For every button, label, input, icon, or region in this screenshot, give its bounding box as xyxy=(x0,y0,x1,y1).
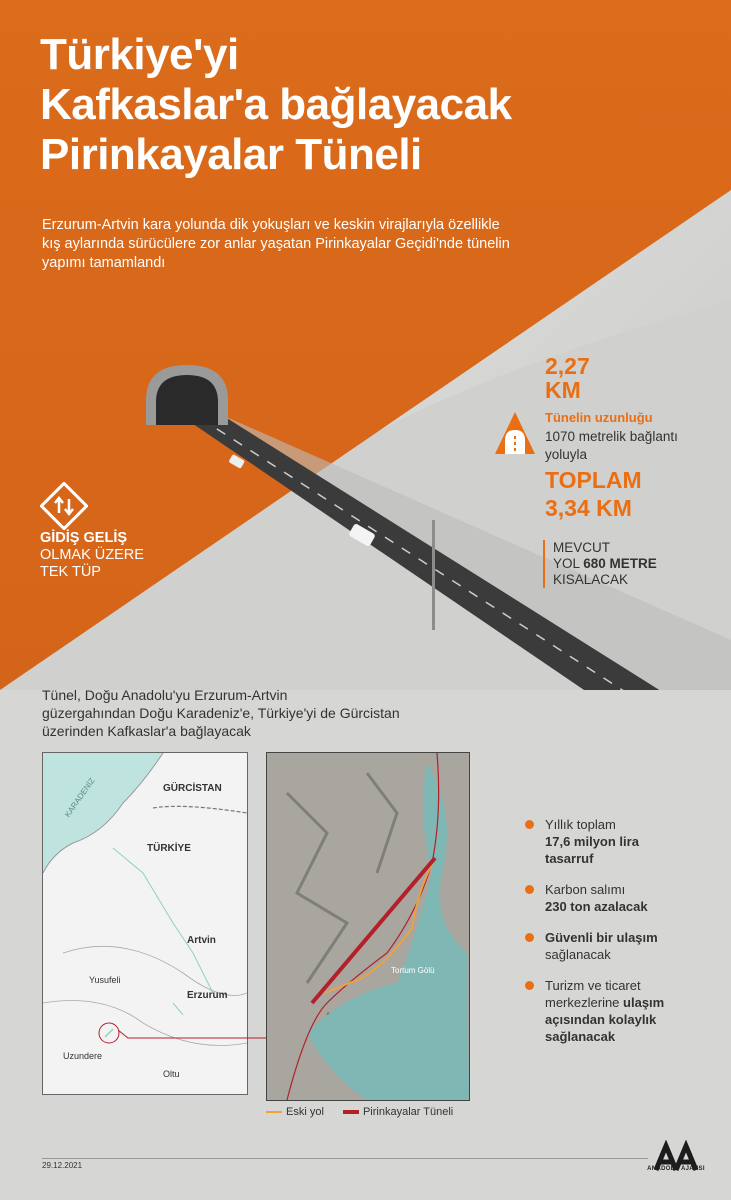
map-label-erzurum: Erzurum xyxy=(187,990,228,1001)
map-label-artvin: Artvin xyxy=(187,935,216,946)
legend-old-road-swatch xyxy=(266,1111,282,1113)
benefit-1-line-3: tasarruf xyxy=(545,851,594,866)
benefit-1-line-2: 17,6 milyon lira xyxy=(545,834,639,849)
total-length xyxy=(545,466,642,522)
direction-line-2: OLMAK ÜZERE xyxy=(40,547,144,563)
map-label-lake: Tortum Gölü xyxy=(391,966,435,975)
connect-line-3: üzerinden Kafkaslar'a bağlayacak xyxy=(42,723,251,739)
title-line-2: Kafkaslar'a bağlayacak xyxy=(40,80,512,129)
benefit-2-line-1: Karbon salımı xyxy=(545,882,626,897)
title-line-3: Pirinkayalar Tüneli xyxy=(40,130,422,179)
map-label-uzundere: Uzundere xyxy=(63,1051,103,1061)
map-legend xyxy=(266,1106,453,1118)
connect-line-2: güzergahından Doğu Karadeniz'e, Türkiye'yi de Gürcistan xyxy=(42,705,400,721)
legend-tunnel: Pirinkayalar Tüneli xyxy=(362,1106,454,1118)
list-item xyxy=(525,881,715,915)
direction-line-3: TEK TÜP xyxy=(40,564,101,580)
benefit-4-line-3: açısından kolaylık xyxy=(545,1012,657,1027)
map-label-yusufeli: Yusufeli xyxy=(89,975,121,985)
connection-description xyxy=(42,686,400,740)
length-desc-line-2: yoluyla xyxy=(545,447,588,462)
agency-name: ANADOLU AJANSI xyxy=(647,1166,705,1172)
satellite-map-graphic xyxy=(267,753,469,1100)
shorten-line-2-bold: 680 METRE xyxy=(583,556,657,571)
benefit-4-line-4: sağlanacak xyxy=(545,1029,616,1044)
map-label-georgia: GÜRCİSTAN xyxy=(163,783,222,794)
legend-old-road: Eski yol xyxy=(286,1106,324,1118)
bullet-dot-icon xyxy=(525,885,534,894)
bullet-dot-icon xyxy=(525,933,534,942)
benefit-2-line-2: 230 ton azalacak xyxy=(545,899,648,914)
subtitle-line-3: yapımı tamamlandı xyxy=(42,255,166,271)
footer-divider xyxy=(42,1158,648,1159)
publish-date: 29.12.2021 xyxy=(42,1161,83,1170)
two-way-arrow-icon xyxy=(40,482,88,530)
map-label-turkey: TÜRKİYE xyxy=(147,843,191,854)
benefit-4-line-1: Turizm ve ticaret xyxy=(545,978,641,993)
map-connector-line xyxy=(118,1020,268,1050)
total-label: TOPLAM xyxy=(545,467,642,493)
tunnel-icon xyxy=(493,410,537,456)
direction-line-1: GİDİŞ GELİŞ xyxy=(40,530,128,546)
benefit-1-line-1: Yıllık toplam xyxy=(545,817,616,832)
subtitle-line-1: Erzurum-Artvin kara yolunda dik yokuşları ve keskin virajlarıyla özellikle xyxy=(42,217,500,233)
bullet-dot-icon xyxy=(525,820,534,829)
tunnel-length-label: Tünelin uzunluğu xyxy=(545,410,653,425)
list-item xyxy=(525,816,715,867)
benefit-4-line-2b: ulaşım xyxy=(623,995,665,1010)
subtitle-line-2: kış aylarında sürücülere zor anlar yaşatan Pirinkayalar Geçidi'nde tünelin xyxy=(42,236,510,252)
length-unit: KM xyxy=(545,377,581,403)
benefit-3-line-2: sağlanacak xyxy=(545,947,611,962)
shorten-line-1: MEVCUT xyxy=(553,540,610,555)
subtitle xyxy=(42,216,602,273)
legend-tunnel-swatch xyxy=(343,1110,359,1114)
satellite-map xyxy=(266,752,470,1101)
road-shortening xyxy=(543,540,657,588)
single-tube-info xyxy=(40,530,144,581)
length-number: 2,27 xyxy=(545,353,590,379)
length-desc-line-1: 1070 metrelik bağlantı xyxy=(545,429,678,444)
shorten-line-2-pre: YOL xyxy=(553,556,584,571)
list-item xyxy=(525,929,715,963)
tunnel-length-value xyxy=(545,354,590,402)
benefit-3-line-1: Güvenli bir ulaşım xyxy=(545,930,658,945)
shorten-line-3: KISALACAK xyxy=(553,572,629,587)
map-label-sea: KARADENİZ xyxy=(63,776,97,819)
total-value: 3,34 KM xyxy=(545,495,632,521)
tunnel-length-desc xyxy=(545,428,715,464)
page-title xyxy=(40,30,700,180)
map-label-oltu: Oltu xyxy=(163,1069,180,1079)
title-line-1: Türkiye'yi xyxy=(40,30,239,79)
connect-line-1: Tünel, Doğu Anadolu'yu Erzurum-Artvin xyxy=(42,687,288,703)
bullet-dot-icon xyxy=(525,981,534,990)
list-item xyxy=(525,977,715,1045)
benefits-list xyxy=(525,816,715,1059)
benefit-4-line-2a: merkezlerine xyxy=(545,995,624,1010)
shorten-line-2 xyxy=(553,556,657,572)
